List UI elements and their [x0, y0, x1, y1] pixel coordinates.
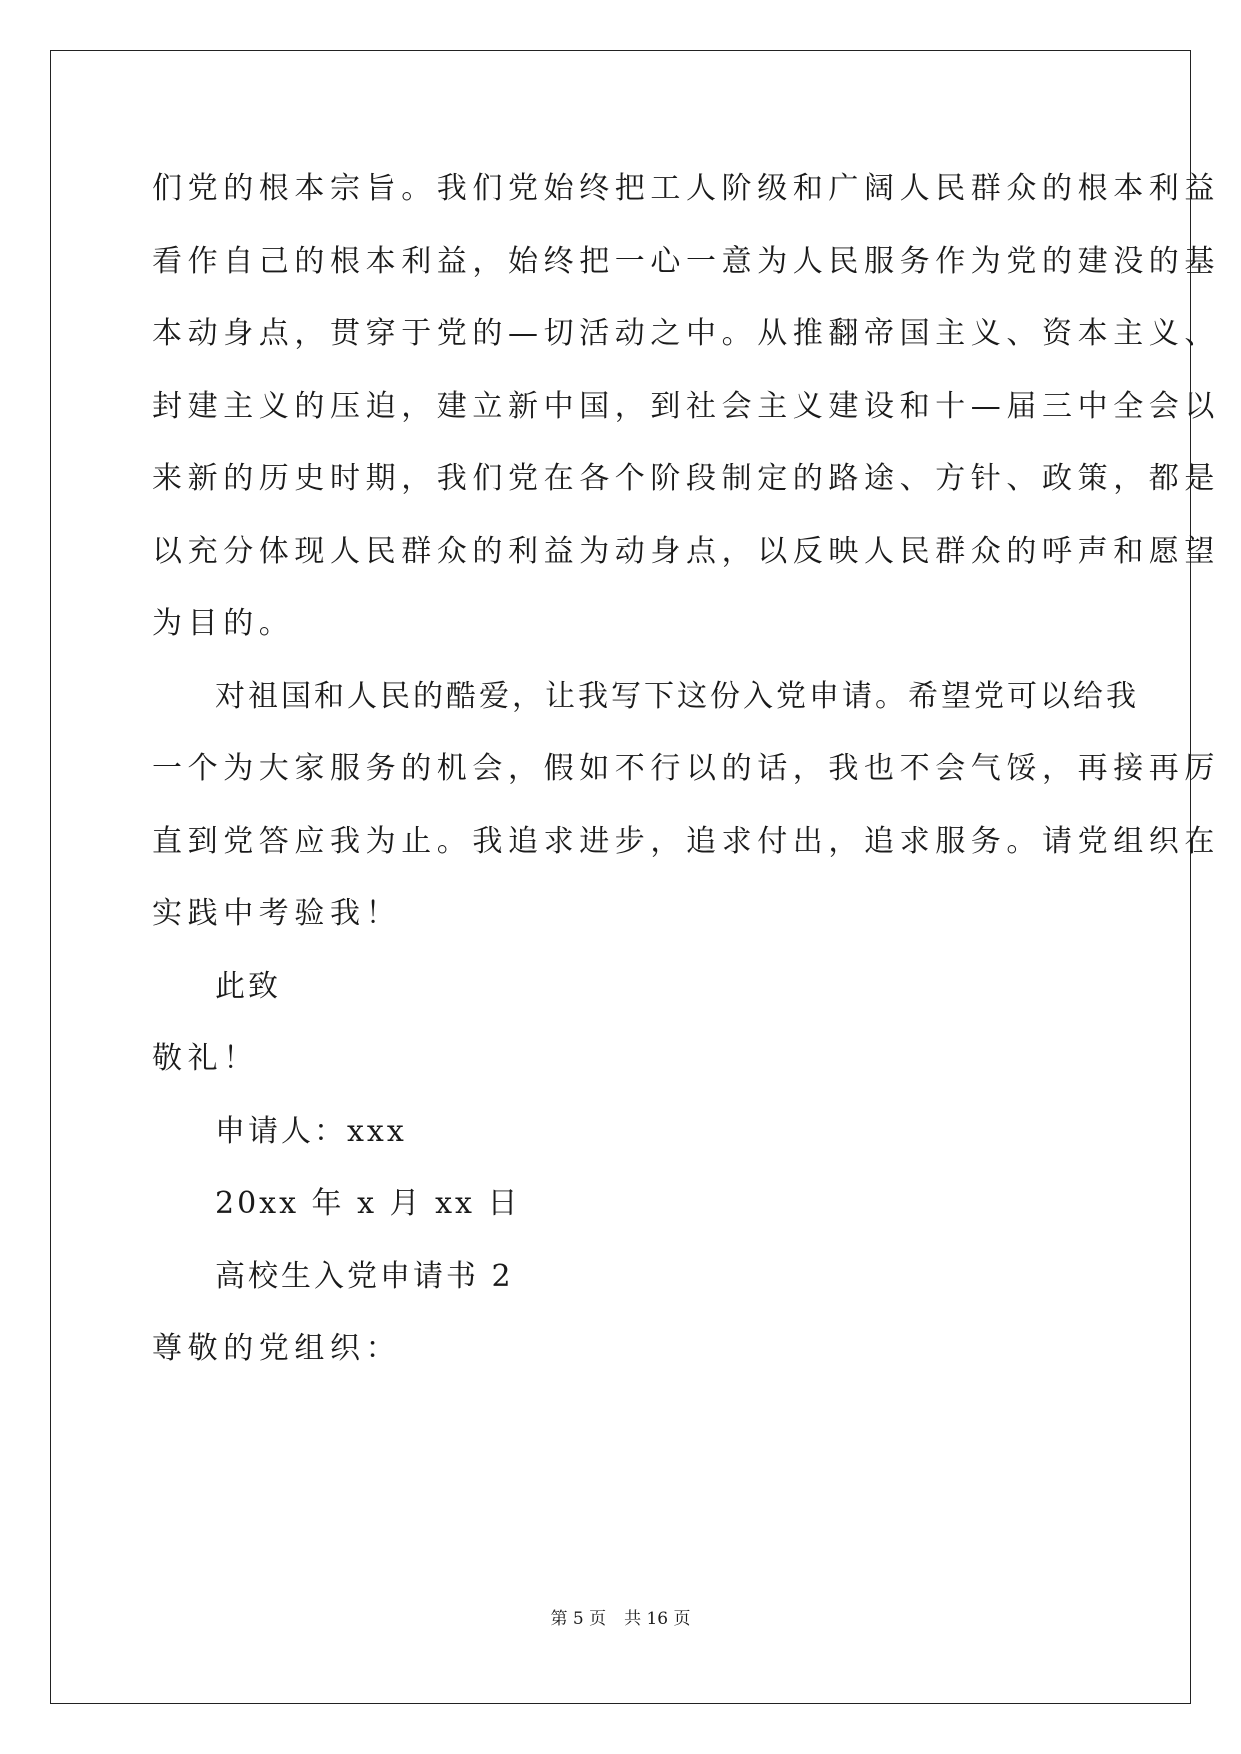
body-line: 封建主义的压迫，建立新中国，到社会主义建设和十—届三中全会以: [152, 389, 1220, 424]
date-line: 20xx 年 x 月 xx 日: [215, 1186, 521, 1221]
closing-line: 此致: [215, 969, 281, 1004]
next-document-title: 高校生入党申请书 2: [215, 1259, 514, 1294]
page-footer: [0, 1607, 1241, 1631]
body-line: 直到党答应我为止。我追求进步，追求付出，追求服务。请党组织在: [152, 824, 1220, 859]
page-total: 共 16 页: [624, 1609, 691, 1629]
body-line: 来新的历史时期，我们党在各个阶段制定的路途、方针、政策，都是: [152, 461, 1220, 496]
body-line: 们党的根本宗旨。我们党始终把工人阶级和广阔人民群众的根本利益: [152, 171, 1220, 206]
salute-line: 敬礼！: [152, 1041, 259, 1076]
body-line: 本动身点，贯穿于党的—切活动之中。从推翻帝国主义、资本主义、: [152, 316, 1220, 351]
page-number: 第 5 页: [550, 1609, 607, 1629]
body-line: 以充分体现人民群众的利益为动身点，以反映人民群众的呼声和愿望: [152, 534, 1220, 569]
body-line: 实践中考验我！: [152, 896, 402, 931]
body-line: 一个为大家服务的机会，假如不行以的话，我也不会气馁，再接再厉: [152, 751, 1220, 786]
body-line: 为目的。: [152, 606, 295, 641]
greeting-line: 尊敬的党组织：: [152, 1331, 402, 1366]
page-border: [50, 50, 1191, 1704]
body-line: 看作自己的根本利益，始终把一心一意为人民服务作为党的建没的基: [152, 244, 1220, 279]
body-line: 对祖国和人民的酷爱，让我写下这份入党申请。希望党可以给我: [215, 679, 1139, 714]
applicant-line: 申请人：xxx: [215, 1114, 407, 1149]
